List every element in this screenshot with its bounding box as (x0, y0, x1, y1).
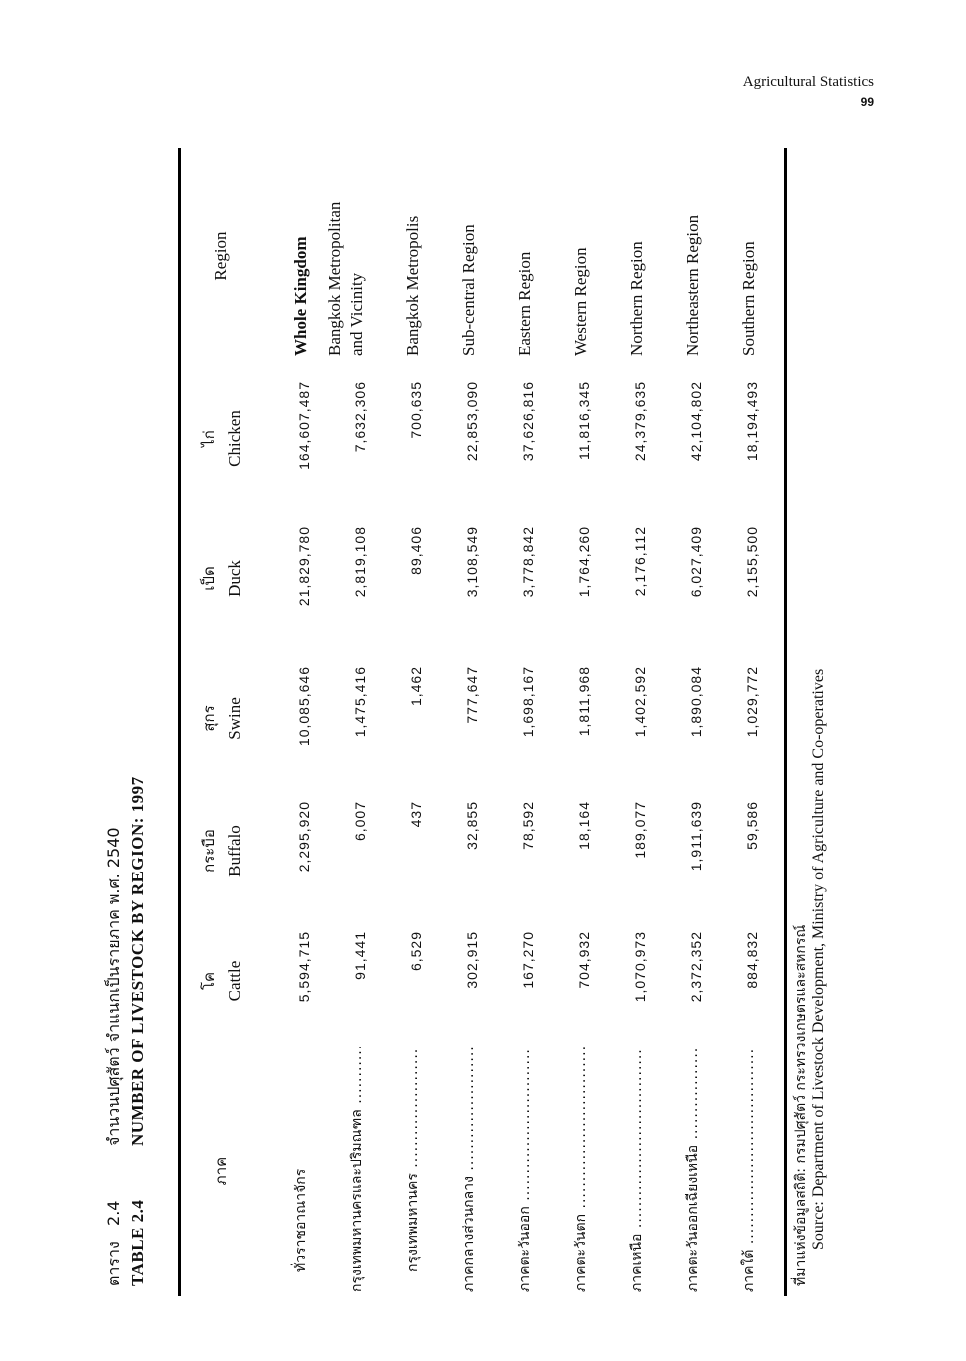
swine-value: 777,647 (464, 666, 480, 724)
caption-english-label: TABLE 2.4 (128, 1199, 147, 1286)
row-thai-label: ภาคกลางส่วนกลาง ..... (458, 1047, 480, 1292)
swine-value: 1,402,592 (632, 666, 648, 738)
buffalo-value: 59,586 (744, 801, 760, 850)
cattle-thai-header: โค (200, 971, 218, 991)
table-bottom-rule (784, 148, 787, 1296)
region-thai-header: ภาค (212, 1156, 230, 1186)
row-english-label: Eastern Region (515, 251, 534, 356)
row-english-label: Whole Kingdom (291, 236, 310, 356)
swine-value: 1,890,084 (688, 666, 704, 738)
table-row (376, 148, 432, 1296)
duck-thai-header: เป็ด (200, 566, 218, 591)
buffalo-value: 18,164 (576, 801, 592, 850)
caption-english-title: NUMBER OF LIVESTOCK BY REGION: 1997 (128, 776, 147, 1146)
column-header-chicken (196, 371, 248, 506)
row-english-label: Bangkok Metropolis (403, 215, 422, 356)
buffalo-value: 2,295,920 (296, 801, 312, 873)
swine-value: 1,698,167 (520, 666, 536, 738)
header-subtitle: Agricultural Statistics (742, 74, 874, 90)
chicken-value: 11,816,345 (576, 381, 592, 461)
duck-value: 3,778,842 (520, 526, 536, 598)
row-english-label: Northern Region (627, 241, 646, 356)
table-row (488, 148, 544, 1296)
table-row (432, 148, 488, 1296)
duck-value: 89,406 (408, 526, 424, 575)
row-thai-label: ภาคตะวันตก ..... (570, 1047, 592, 1292)
column-header-cattle (196, 921, 248, 1041)
cattle-english-header: Cattle (225, 960, 244, 1002)
table-row (544, 148, 600, 1296)
row-english-label-line2: and Vicinity (347, 272, 366, 356)
chicken-value: 7,632,306 (352, 381, 368, 453)
table-row (320, 148, 376, 1296)
buffalo-value: 32,855 (464, 801, 480, 850)
swine-english-header: Swine (225, 697, 244, 740)
caption-thai-title: จำนวนปศุสัตว์ จำแนกเป็นรายภาค พ.ศ. 2540 (104, 827, 123, 1146)
chicken-value: 37,626,816 (520, 381, 536, 462)
page-number: 99 (860, 95, 874, 109)
buffalo-thai-header: กระบือ (200, 829, 218, 873)
source-english: Source: Department of Livestock Development, Ministry of Agriculture and Co-operatives (810, 668, 827, 1250)
swine-value: 10,085,646 (296, 666, 312, 747)
duck-value: 3,108,549 (464, 526, 480, 598)
source-thai: ที่มาแห่งข้อมูลสถิติ: กรมปศุสัตว์ กระทรวงเกษตรและสหกรณ์ (793, 924, 809, 1286)
table-row (264, 148, 320, 1296)
chicken-english-header: Chicken (225, 410, 244, 467)
swine-value: 1,811,968 (576, 666, 592, 737)
swine-value: 1,462 (408, 666, 424, 707)
buffalo-english-header: Buffalo (225, 825, 244, 877)
row-thai-label: กรุงเทพมหานคร ..... (402, 1047, 424, 1272)
column-header-swine (196, 656, 248, 781)
table-top-rule (178, 148, 181, 1296)
swine-thai-header: สุกร (200, 705, 218, 732)
cattle-value: 302,915 (464, 931, 480, 989)
buffalo-value: 189,077 (632, 801, 648, 859)
row-english-label: Northeastern Region (683, 214, 702, 356)
table-row (600, 148, 656, 1296)
row-english-label: Western Region (571, 247, 590, 356)
swine-value: 1,029,772 (744, 666, 760, 738)
buffalo-value: 437 (408, 801, 424, 828)
rotated-table-page (96, 96, 827, 1296)
chicken-value: 700,635 (408, 381, 424, 439)
region-english-header: Region (211, 231, 230, 281)
cattle-value: 704,932 (576, 931, 592, 989)
chicken-value: 42,104,802 (688, 381, 704, 462)
cattle-value: 167,270 (520, 931, 536, 989)
duck-value: 2,819,108 (352, 526, 368, 598)
row-english-label: Southern Region (739, 241, 758, 356)
duck-value: 1,764,260 (576, 526, 592, 598)
cattle-value: 884,832 (744, 931, 760, 989)
cattle-value: 91,441 (352, 931, 368, 980)
cattle-value: 6,529 (408, 931, 424, 972)
caption-thai (102, 827, 127, 1286)
table-row (656, 148, 712, 1296)
row-thai-label: ภาคเหนือ ..... (626, 1047, 648, 1292)
cattle-value: 2,372,352 (688, 931, 704, 1003)
duck-value: 6,027,409 (688, 526, 704, 598)
caption-thai-number: 2.4 (104, 1200, 123, 1226)
buffalo-value: 6,007 (352, 801, 368, 842)
row-thai-label: กรุงเทพมหานครและปริมณฑล ..... (346, 1047, 368, 1292)
cattle-value: 5,594,715 (296, 931, 312, 1003)
swine-value: 1,475,416 (352, 666, 368, 738)
duck-value: 2,176,112 (632, 526, 648, 597)
buffalo-value: 1,911,639 (688, 801, 704, 872)
row-english-label-line1: Bangkok Metropolitan (325, 201, 344, 356)
row-thai-label: ทั่วราชอาณาจักร (293, 1168, 309, 1272)
cattle-value: 1,070,973 (632, 931, 648, 1003)
duck-value: 21,829,780 (296, 526, 312, 607)
caption-thai-label: ตาราง (104, 1241, 123, 1286)
table-row (712, 148, 768, 1296)
column-header-buffalo (196, 791, 248, 911)
chicken-thai-header: ไก่ (200, 430, 218, 447)
caption-english (128, 776, 148, 1286)
row-thai-label: ภาคตะวันออก ..... (514, 1047, 536, 1292)
row-thai-label: ภาคตะวันออกเฉียงเหนือ ..... (682, 1047, 704, 1292)
column-header-region-english (208, 156, 234, 356)
chicken-value: 18,194,493 (744, 381, 760, 462)
row-thai-label: ภาคใต้ ..... (738, 1047, 760, 1292)
row-english-label: Sub-central Region (459, 224, 478, 356)
column-header-region-thai (208, 1046, 234, 1296)
duck-value: 2,155,500 (744, 526, 760, 598)
chicken-value: 164,607,487 (296, 381, 312, 470)
chicken-value: 22,853,090 (464, 381, 480, 462)
column-header-duck (196, 516, 248, 641)
duck-english-header: Duck (225, 560, 244, 597)
buffalo-value: 78,592 (520, 801, 536, 850)
chicken-value: 24,379,635 (632, 381, 648, 462)
